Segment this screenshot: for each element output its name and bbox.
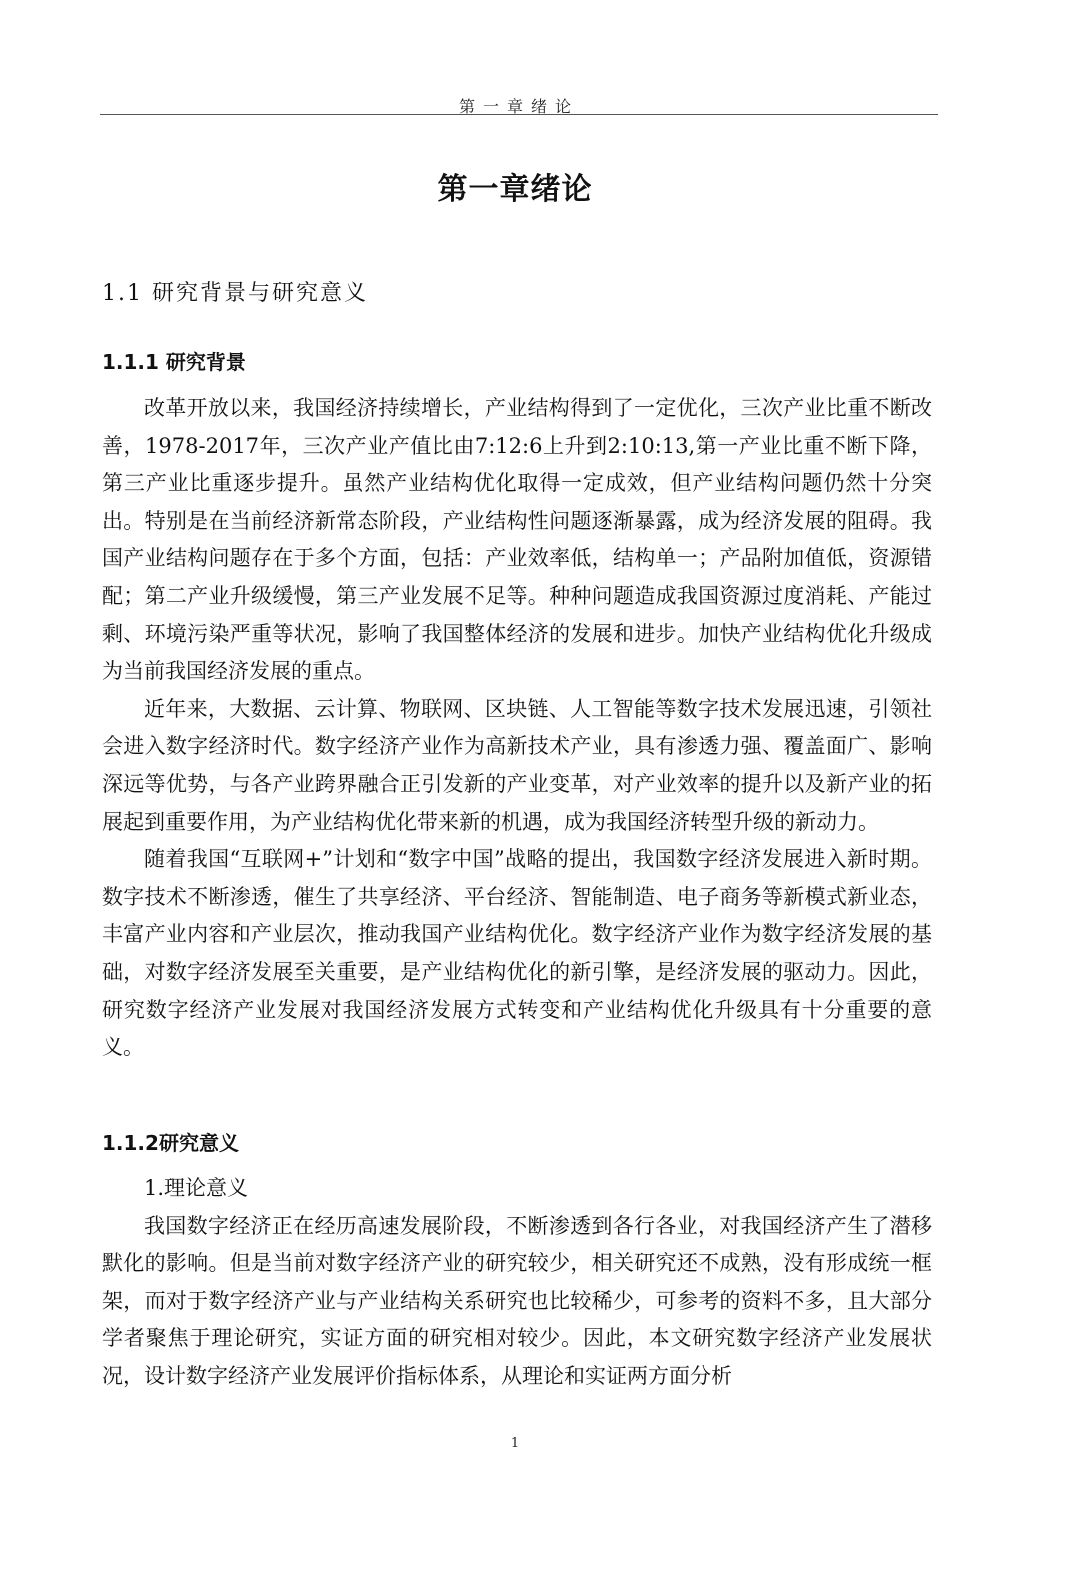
paragraph: 近年来，大数据、云计算、物联网、区块链、人工智能等数字技术发展迅速，引领社会进入数字经济时代。数字经济产业作为高新技术产业，具有渗透力强、覆盖面广、影响深远等优势，与各产业跨界融合正引发新的产业变革，对产业效率的提升以及新产业的拓展起到重要作用，为产业结构优化带来新的机遇，成为我国经济转型升级的新动力。 bbox=[102, 696, 932, 834]
item-heading-theoretical: 1.理论意义 bbox=[144, 1176, 249, 1200]
section-heading-1-1: 1.1 研究背景与研究意义 bbox=[102, 281, 368, 306]
subsection-heading-1-1-2: 1.1.2研究意义 bbox=[102, 1131, 239, 1155]
running-header: 第一章绪论 bbox=[458, 97, 579, 116]
research-background-body bbox=[102, 390, 932, 1067]
subsection-heading-1-1-1: 1.1.1 研究背景 bbox=[102, 350, 246, 374]
research-significance-body bbox=[102, 1170, 932, 1396]
page-number: 1 bbox=[510, 1436, 520, 1451]
paragraph: 我国数字经济正在经历高速发展阶段，不断渗透到各行各业，对我国经济产生了潜移默化的影响。但是当前对数字经济产业的研究较少，相关研究还不成熟，没有形成统一框架，而对于数字经济产业与产业结构关系研究也比较稀少，可参考的资料不多，且大部分学者聚焦于理论研究，实证方面的研究相对较少。因此，本文研究数字经济产业发展状况，设计数字经济产业发展评价指标体系，从理论和实证两方面分析 bbox=[102, 1213, 932, 1388]
paragraph: 改革开放以来，我国经济持续增长，产业结构得到了一定优化，三次产业比重不断改善，1978-2017年，三次产业产值比由7:12:6上升到2:10:13,第一产业比重不断下降，第三产业比重逐步提升。虽然产业结构优化取得一定成效，但产业结构问题仍然十分突出。特别是在当前经济新常态阶段，产业结构性问题逐渐暴露，成为经济发展的阻碍。我国产业结构问题存在于多个方面，包括：产业效率低，结构单一；产品附加值低，资源错配；第二产业升级缓慢，第三产业发展不足等。种种问题造成我国资源过度消耗、产能过剩、环境污染严重等状况，影响了我国整体经济的发展和进步。加快产业结构优化升级成为当前我国经济发展的重点。 bbox=[102, 396, 932, 684]
paragraph: 随着我国“互联网+”计划和“数字中国”战略的提出，我国数字经济发展进入新时期。数字技术不断渗透，催生了共享经济、平台经济、智能制造、电子商务等新模式新业态，丰富产业内容和产业层次，推动我国产业结构优化。数字经济产业作为数字经济发展的基础，对数字经济发展至关重要，是产业结构优化的新引擎，是经济发展的驱动力。因此，研究数字经济产业发展对我国经济发展方式转变和产业结构优化升级具有十分重要的意义。 bbox=[102, 847, 932, 1060]
header-divider bbox=[100, 114, 938, 115]
chapter-title: 第一章绪论 bbox=[437, 172, 593, 207]
